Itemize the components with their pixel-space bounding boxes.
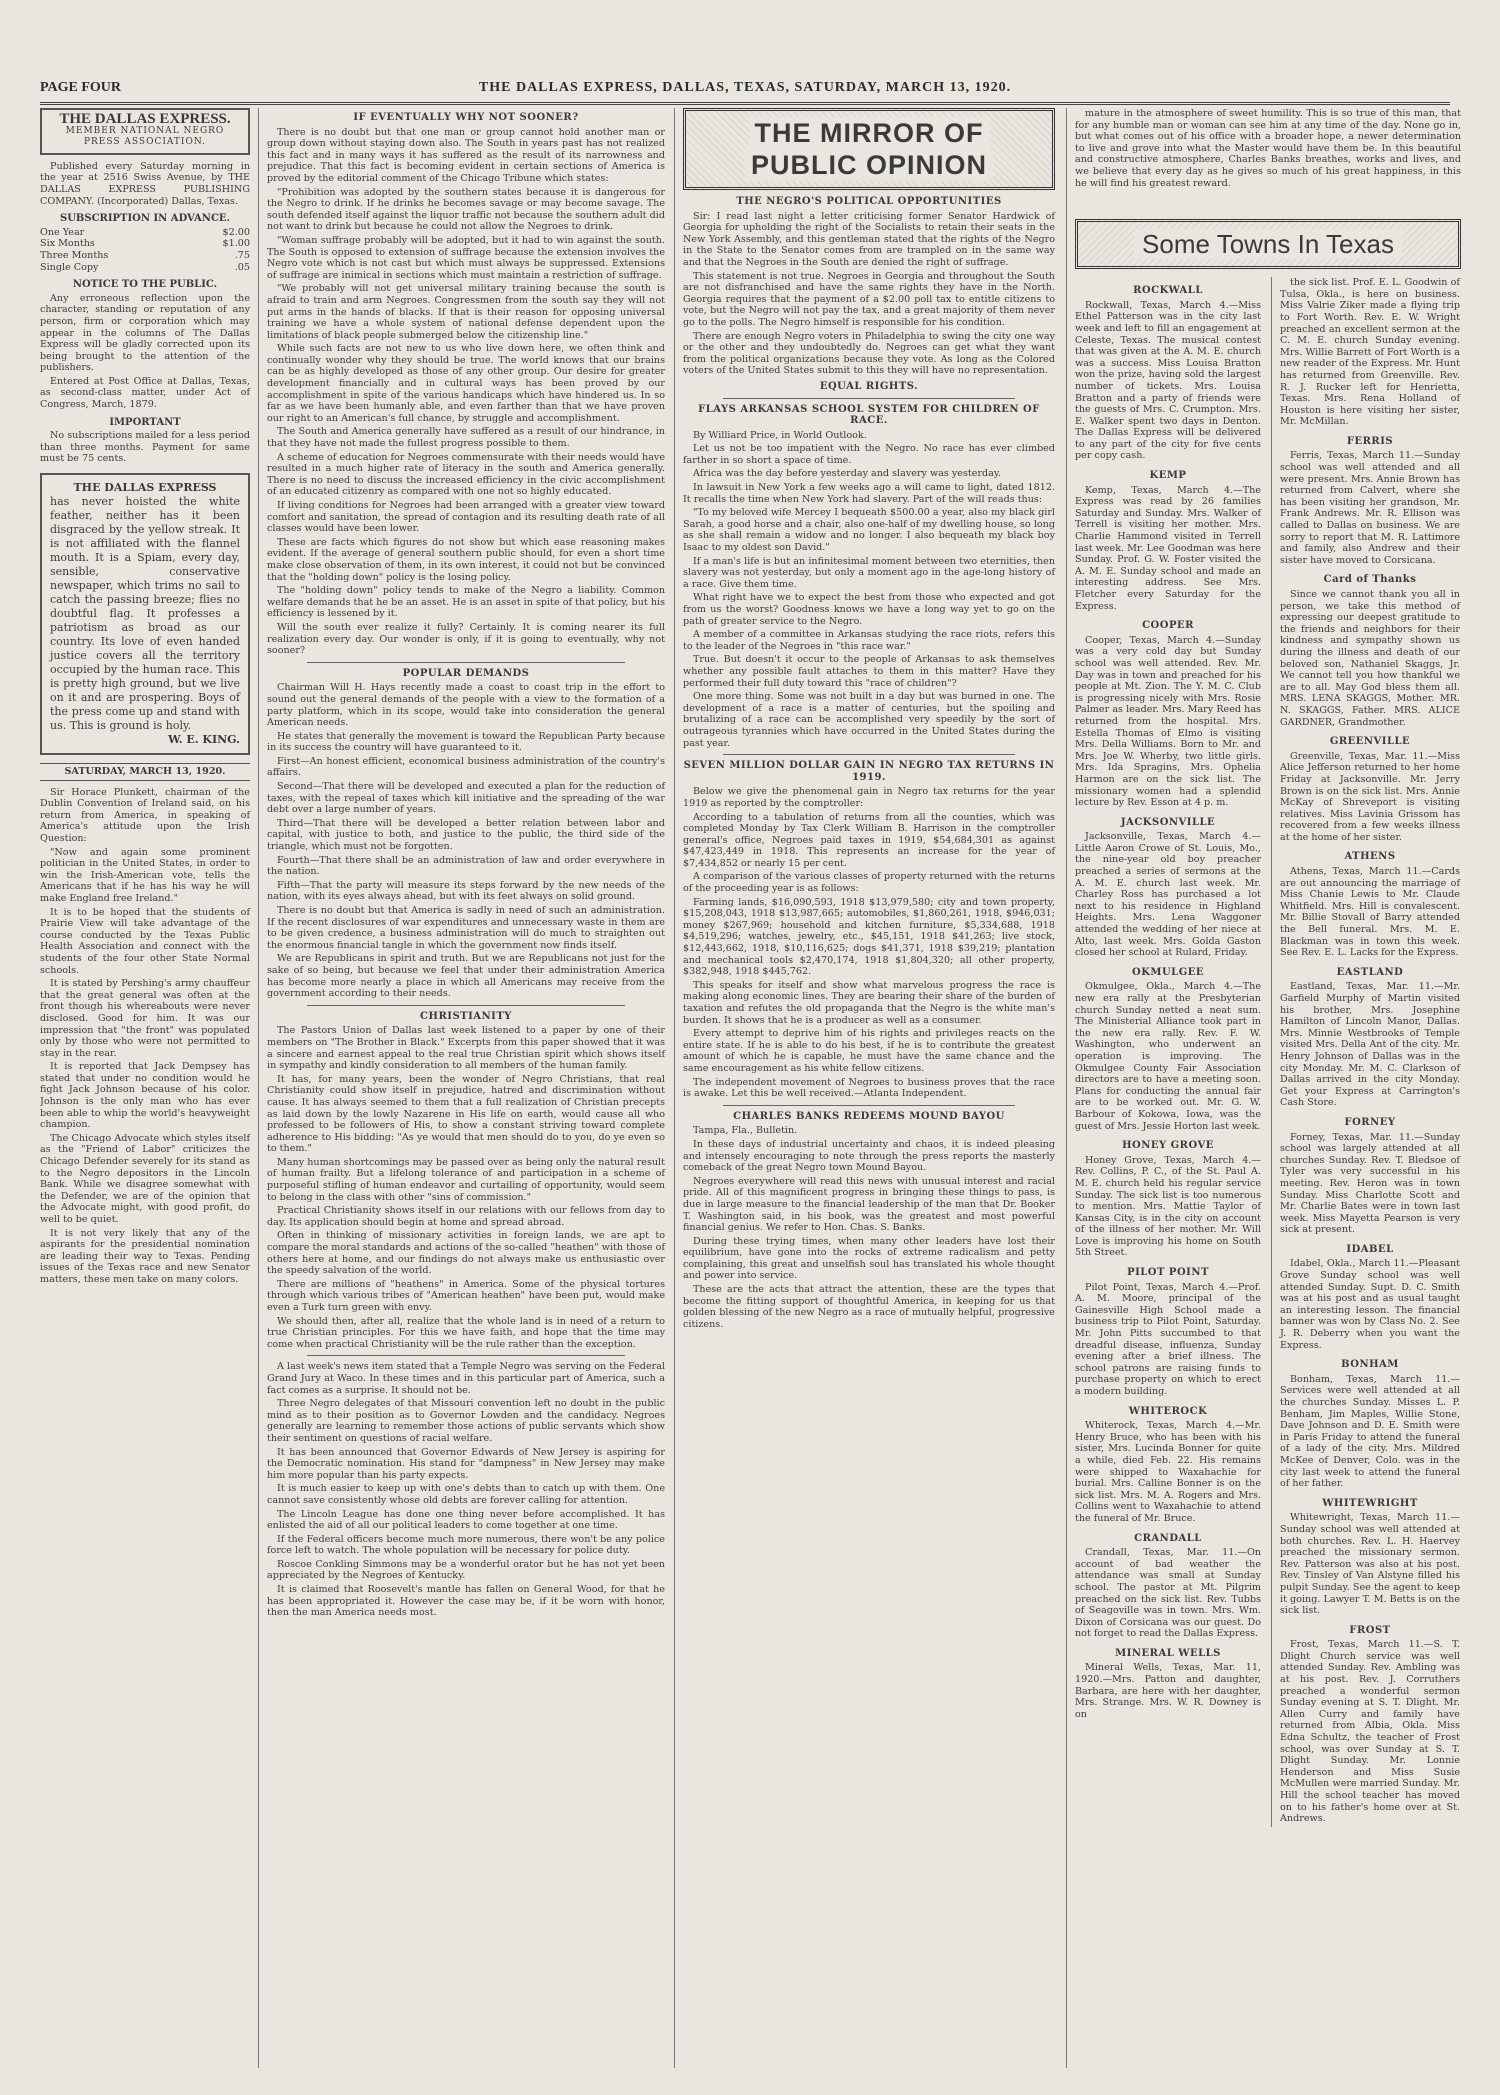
- paragraph: There is no doubt but that one man or group cannot hold another man or group down without staying down also. The South in years past has not realized this fact and in many ways it has suffered as the result of its narrowness and prejudice. That this fact is becoming evident in certain sections of America is proved by the editorial comment of the Chicago Tribune which states:: [267, 126, 665, 184]
- paragraph: In these days of industrial uncertainty and chaos, it is indeed pleasing and intensely encouraging to note through the press reports the masterly comeback of the great Negro town Mound Bayou.: [683, 1138, 1055, 1174]
- paragraph: If the Federal officers become much more numerous, there won't be any police force left to watch. The whole population will be necessary for police duty.: [267, 1533, 665, 1557]
- town-heading: WHITEROCK: [1128, 1405, 1208, 1417]
- town-news: Cooper, Texas, March 4.—Sunday was a very cold day but Sunday school was well attended. Rev. Mr. Day was in town and preached for his people at Mt. Zion. The Y. M. C. Club is progressing nicely with Mrs. Rosie Palmer as leader. Mrs. Mary Reed has returned from the hospital. Mrs. Estella Thomas of Elmo is visiting Mrs. Della Williams. Born to Mr. and Mrs. Joe W. Wherby, two little girls. Mrs. Ida Spragins, Mrs. Ophelia Harmon are on the sick list. The missionary women had a splendid lecture by Rev. Esson at 4 p. m.: [1075, 634, 1261, 809]
- paragraph: mature in the atmosphere of sweet humility. This is so true of this man, that for any humble man or woman can see him at any time of the day. None go in, but what comes out of his office with a broader hope, a newer determination to live and grove into what the Master would have them be. In this beautiful and constructive atmosphere, Charles Banks breathes, works and lives, and we believe that every day as he gives so much of his great happiness, in this he will find his greatest reward.: [1075, 108, 1461, 189]
- paragraph: Practical Christianity shows itself in our relations with our fellows from day to day. Its application should begin at home and spread abroad.: [267, 1205, 665, 1228]
- notice-text: Any erroneous reflection upon the character, standing or reputation of any person, firm or corporation which may appear in the columns of The Dallas Express will be gladly corrected upon its being brought to the attention of the publishers.: [40, 292, 250, 374]
- town-heading: IDABEL: [1346, 1243, 1394, 1255]
- towns-right: [1271, 277, 1460, 1827]
- paragraph: Below we give the phenomenal gain in Negro tax returns for the year 1919 as reported by the comptroller:: [683, 786, 1055, 809]
- paragraph: Negroes everywhere will read this news with unusual interest and racial pride. All of this magnificent progress in bringing these things to pass, is due in large measure to the financial leadership of the man that Dr. Booker T. Washington said, in his book, was the greatest and most powerful financial genius. We refer to Hon. Chas. S. Banks.: [683, 1175, 1055, 1234]
- divider: [307, 662, 625, 663]
- paragraph: There is no doubt but that America is sadly in need of such an administration. If the recent disclosures of war expenditures and unnecessary waste in them are to be given credence, a business administration will do much to straighten out the enormous financial tangle in which the government now finds itself.: [267, 905, 665, 951]
- paragraph: Farming lands, $16,090,593, 1918 $13,979,580; city and town property, $15,208,043, 1918 $13,987,665; automobiles, $1,860,261, 1918, $946,031; money $267,969; household and kitchen furniture, $5,334,688, 1918 $4,519,296; watches, jewelry, etc., $45,151, 1918 $41,263; live stock, $12,443,662, 1918, $10,116,625; dogs $41,371, 1918 $39,219; plantation and mechanical tools $2,470,174, 1918 $1,804,320; all other property, $382,948, 1918 $445,762.: [683, 896, 1055, 978]
- town-news: Frost, Texas, March 11.—S. T. Dlight Church service was well attended Sunday. Rev. Ambling was at his post. Rev. J. Corruthers preached a wonderful sermon Sunday evening at S. T. Dlight. Mr. Allen Curry and family have returned from Albia, Okla. Miss Edna Schultz, the teacher of Frost school, was over Sunday at S. T. Dlight Sunday. Mr. Lonnie Henderson and Miss Susie McMullen were married Sunday. Mr. Hill the school teacher has moved on to his father's home over at St. Andrews.: [1280, 1639, 1460, 1825]
- article-heading: SEVEN MILLION DOLLAR GAIN IN NEGRO TAX RETURNS IN 1919.: [683, 760, 1055, 783]
- important-text: No subscriptions mailed for a less period than three months. Payment for same must be 75 cents.: [40, 430, 250, 465]
- divider: [723, 1105, 1015, 1106]
- town-news: Mineral Wells, Texas, Mar. 11, 1920.—Mrs. Patton and daughter, Barbara, are here with her daughter, Mrs. Strange. Mrs. W. R. Downey is on: [1075, 1662, 1261, 1720]
- paragraph: Sir Horace Plunkett, chairman of the Dublin Convention of Ireland said, on his return from America, in speaking of America's attitude upon the Irish Question:: [40, 786, 250, 844]
- town-heading: WHITEWRIGHT: [1322, 1497, 1418, 1509]
- town-news: Idabel, Okla., March 11.—Pleasant Grove Sunday school was well attended Sunday. Supt. D. C. Smith was at his post and as usual taught an interesting lesson. The financial banner was won by Class No. 2. See J. R. Deberry when you want the Express.: [1280, 1258, 1460, 1351]
- towns-left: [1075, 277, 1261, 1722]
- divider: [723, 754, 1015, 755]
- paragraph: True. But doesn't it occur to the people of Arkansas to ask themselves whether any possible fault attaches to them in this matter? Have they performed their full duty toward this "race of children"?: [683, 654, 1055, 689]
- paragraph: The "holding down" policy tends to make of the Negro a liability. Common welfare demands that he be an asset. He is an asset in spite of that policy, but his efficiency is lessened by it.: [267, 585, 665, 620]
- page-label: PAGE FOUR: [40, 80, 122, 95]
- paragraph: Third—That there will be developed a better relation between labor and capital, with justice to both, and justice to the public, the third side of the triangle, which must not be forgotten.: [267, 817, 665, 853]
- town-news: Bonham, Texas, March 11.—Services were well attended at all the churches Sunday. Misses L. P. Benham, Jim Maples, Willie Stone, Dave Johnson and D. E. Smith were in Paris Friday to attend the funeral of a lady of the city. Mrs. Mildred McKee of Denver, Colo. was in the city last week to attend the funeral of her father.: [1280, 1373, 1460, 1490]
- town-heading: JACKSONVILLE: [1120, 816, 1216, 828]
- paragraph: Every attempt to deprive him of his rights and privileges reacts on the entire state. If he is able to do his best, if he is to contribute the greatest amount of which he is capable, he must have the same chance and the same encouragement as his white fellow citizens.: [683, 1028, 1055, 1074]
- paragraph: We are Republicans in spirit and truth. But we are Republicans not just for the sake of so being, but because we feel that under their administration America has become more nearly a place in which all Americans may receive from the government according to their needs.: [267, 953, 665, 1000]
- town-news: Jacksonville, Texas, March 4.—Little Aaron Crowe of St. Louis, Mo., the nine-year old boy preacher preached a series of sermons at the A. M. E. church last week. Mr. Charley Ross has purchased a lot next to his residence in Highland Heights. Mrs. Lena Waggoner attended the wedding of her niece at Alto, last week. Mrs. Golda Gaston closed her school at Rulard, Friday.: [1075, 831, 1261, 959]
- paragraph: It has been announced that Governor Edwards of New Jersey is aspiring for the Democratic nomination. His stand for "dampness" in New Jersey may make him more popular than his party expects.: [267, 1446, 665, 1481]
- paragraph: In lawsuit in New York a few weeks ago a will came to light, dated 1812. It recalls the time when New York had slavery. Part of the will reads thus:: [683, 482, 1055, 505]
- paragraph: It is much easier to keep up with one's debts than to catch up with them. One cannot save consistently whose old debts are forever calling for attention.: [267, 1483, 665, 1506]
- notice-heading: NOTICE TO THE PUBLIC.: [72, 279, 218, 291]
- column-3: [674, 108, 1063, 2068]
- article-heading: CHRISTIANITY: [420, 1010, 512, 1022]
- paper-name: THE DALLAS EXPRESS.: [59, 111, 231, 127]
- article-heading: POPULAR DEMANDS: [402, 667, 530, 679]
- paragraph: It has, for many years, been the wonder of Negro Christians, that real Christianity could show itself in prejudice, hatred and discrimination without cause. It has always seemed to them that a full realization of Christian precepts as laid down by the lowly Nazarene in His life on earth, would cause all who professed to be followers of His, to show a constant striving toward complete adherence to His bidding: "As ye would that men should do to you, do ye even so to them.": [267, 1073, 665, 1155]
- paragraph: It is reported that Jack Dempsey has stated that under no condition would he fight Jack Johnson because of his color. Johnson is the only man who has ever been able to whip the world's heavyweight champion.: [40, 1061, 250, 1131]
- dateline: SATURDAY, MARCH 13, 1920.: [40, 763, 250, 781]
- town-news: Honey Grove, Texas, March 4.—Rev. Collins, P. C., of the St. Paul A. M. E. church held his regular service Sunday. The sick list is too numerous to mention. Mrs. Mattie Taylor of Kansas City, is in the city on account of the illness of her mother. Mr. Will Love is improving his home on South 5th Street.: [1075, 1154, 1261, 1259]
- town-heading: FORNEY: [1344, 1116, 1396, 1128]
- creed-signature: W. E. KING.: [168, 733, 240, 747]
- town-news: Ferris, Texas, March 11.—Sunday school was well attended and all were present. Mrs. Annie Brown has returned from Calvert, where she has been visiting her grandson, Mr. Frank Andrews. Mr. R. Ellison was called to Dallas on business. We are sorry to report that M. R. Lattimore and family, also Andrew and their sister have moved to Corsicana.: [1280, 450, 1460, 566]
- column-4: [1066, 108, 1461, 2068]
- town-heading: ROCKWALL: [1133, 285, 1203, 297]
- rate-row: Single Copy .05: [40, 261, 250, 273]
- town-news: Whiterock, Texas, March 4.—Mr. Henry Bruce, who has been with his sister, Mrs. Lucinda Bonner for quite a while, died Feb. 22. His remains were shipped to Waxahachie for burial. Mrs. Calline Bonner is on the sick list. Mrs. M. A. Rogers and Mrs. Collins went to Waxahachie to attend the funeral of Mr. Bruce.: [1075, 1420, 1261, 1524]
- town-heading: EASTLAND: [1336, 966, 1404, 978]
- town-news: Crandall, Texas, Mar. 11.—On account of bad weather the attendance was small at Sunday school. The pastor at Mt. Pilgrim preached on the sick list. Rev. Tubbs of Seagoville was in town. Mrs. Wm. Dixon of Corsicana was our guest. Do not forget to read the Dallas Express.: [1075, 1547, 1261, 1640]
- paragraph: One more thing. Some was not built in a day but was burned in one. The development of a race is a matter of centuries, but the spoiling and brutalizing of a race can be accomplished very speedily by the sort of outrageous tyrannies which have occurred in the United States during the past year.: [683, 691, 1055, 749]
- paragraph: Tampa, Fla., Bulletin.: [693, 1125, 798, 1137]
- rate-row: One Year $2.00: [40, 226, 250, 238]
- paragraph: It is stated by Pershing's army chauffeur that the great general was often at the front though his whereabouts were never disclosed. Good for him. It was our impression that "the front" was populated only by those who were not permitted to stay in the rear.: [40, 978, 250, 1059]
- town-news: Athens, Texas, March 11.—Cards are out announcing the marriage of Miss Chanie Lewis to Mr. Claude Whitfield. Mrs. Hill is convalescent. Mr. Billie Stovall of Barry attended the Bell funeral. Mrs. M. E. Blackman was in town this week. See Rev. E. L. Lacks for the Express.: [1280, 866, 1460, 959]
- paragraph: A member of a committee in Arkansas studying the race riots, refers this to the leader of the Negroes in "this race war.": [683, 629, 1055, 652]
- town-heading: HONEY GROVE: [1122, 1140, 1214, 1152]
- paragraph: "Now and again some prominent politician in the United States, in order to win the Irish-American vote, tells the Americans that if he has his way he will make England free Ireland.": [40, 846, 250, 904]
- entered-text: Entered at Post Office at Dallas, Texas, as second-class matter, under Act of Congress, March, 1879.: [40, 375, 250, 411]
- paragraph: These are facts which figures do not show but which ease reasoning makes evident. If the average of general southern public should, for even a short time make close observation of them, in its own interest, it could not but be convinced that the "holding down" policy is the losing policy.: [267, 536, 665, 583]
- paragraph: There are enough Negro voters in Philadelphia to swing the city one way or the other and they undoubtedly do. Negroes can get what they want from the political organizations because they vote. As long as the Colored voters of the United States submit to this they will have no representation.: [683, 330, 1055, 377]
- town-news: Rockwall, Texas, March 4.—Miss Ethel Patterson was in the city last week and left to fill an engagement at Celeste, Texas. The musical contest that was given at the A. M. E. church was a success. Miss Louisa Bratton won the prize, having sold the largest number of tickets. Mrs. Louisa Bratton and a party of friends were the guests of Mrs. C. Crumpton. Mrs. E. Walker spent two days in Denton. The Dallas Express will be delivered to any part of the city for five cents per copy cash.: [1075, 299, 1261, 462]
- article-heading: THE NEGRO'S POLITICAL OPPORTUNITIES: [736, 196, 1002, 207]
- paragraph: Fourth—That there shall be an administration of law and order everywhere in the nation.: [267, 854, 665, 878]
- paragraph: First—An honest efficient, economical business administration of the country's affairs.: [267, 755, 665, 779]
- paragraph: The South and America generally have suffered as a result of our hindrance, in that they have not made the fullest progress possible to them.: [267, 426, 665, 450]
- paragraph: If a man's life is but an infinitesimal moment between two eternities, then slavery was not yesterday, but only a moment ago in the age-long history of a race. Give them time.: [683, 555, 1055, 590]
- towns-banner: [1075, 219, 1461, 269]
- town-heading: FERRIS: [1346, 435, 1394, 447]
- towns-banner-title: Some Towns In Texas: [1134, 229, 1402, 259]
- town-heading: Card of Thanks: [1323, 574, 1417, 586]
- masthead-line: THE DALLAS EXPRESS, DALLAS, TEXAS, SATURDAY, MARCH 13, 1920.: [478, 80, 1012, 95]
- paragraph: The Chicago Advocate which styles itself as the "Friend of Labor" criticizes the Chicago Defender severely for its stand as to the Negro depositors in the Lincoln Bank. While we disagree somewhat with the Defender, we are of the opinion that the Advocate might, with good profit, do well to be quiet.: [40, 1132, 250, 1225]
- column-2: [258, 108, 673, 2068]
- divider: [723, 398, 1015, 399]
- paragraph: What right have we to expect the best from those who expected and got from us the worst? Goodness knows we have a long way yet to go on the path of greater service to the Negro.: [683, 592, 1055, 627]
- paragraph: He states that generally the movement is toward the Republican Party because in its success the country will have guaranteed to it.: [267, 730, 665, 754]
- article-signoff: EQUAL RIGHTS.: [819, 380, 919, 392]
- town-news: Since we cannot thank you all in person, we take this method of expressing our deepest gratitude to the friends and neighbors for their kindness and sympathy shown us during the illness and death of our beloved son, Nathaniel Skaggs, Jr. We cannot tell you how thankful we are to all. May God bless them all. MRS. LENA SKAGGS, Mother. MR. N. SKAGGS, Father. MRS. ALICE GARDNER, Grandmother.: [1280, 589, 1460, 728]
- paragraph: This speaks for itself and show what marvelous progress the race is making along economic lines. They are bearing their share of the burden of taxation and refutes the old propaganda that the Negro is the white man's burden. It shows that he is a producer as well as a consumer.: [683, 979, 1055, 1026]
- paragraph: Chairman Will H. Hays recently made a coast to coast trip in the effort to sound out the general demands of the people with a view to the formation of a party platform, which in its scope, would take into consideration the general American needs.: [267, 682, 665, 729]
- columns: [40, 108, 1461, 2068]
- paragraph: "We probably will not get universal military training because the south is afraid to train and arm Negroes. Congressmen from the south say they will not put arms in the hands of blacks. If that is their reason for opposing universal training we have a whole system of national defense dependent upon the limitations of black people submerged below the citizenship line.": [267, 283, 665, 341]
- town-heading: OKMULGEE: [1131, 966, 1204, 978]
- paragraph: A last week's news item stated that a Temple Negro was serving on the Federal Grand Jury at Waco. In these times and in this particular part of America, such a fact comes as a surprise. It should not be.: [267, 1361, 665, 1396]
- paragraph: If living conditions for Negroes had been arranged with a greater view toward comfort and sanitation, the spread of contagion and its resulting death rate of all classes would have been lower.: [267, 500, 665, 535]
- mirror-banner: [683, 108, 1055, 190]
- article-heading: CHARLES BANKS REDEEMS MOUND BAYOU: [733, 1110, 1005, 1122]
- paragraph: The Pastors Union of Dallas last week listened to a paper by one of their members on "The Brother in Black." Excerpts from this paper showed that it was a sincere and earnest appeal to the real true Christian spirit which shows itself in sympathy and kindly consideration to all members of the human family.: [267, 1025, 665, 1072]
- paragraph: Often in thinking of missionary activities in foreign lands, we are apt to compare the moral standards and actions of the so-called "heathen" with those of others here at home, and our findings do not always make us enthusiastic over the speedy salvation of the world.: [267, 1230, 665, 1277]
- subscription-heading: SUBSCRIPTION IN ADVANCE.: [59, 213, 231, 225]
- article-heading: IF EVENTUALLY WHY NOT SOONER?: [353, 112, 579, 123]
- article-heading: FLAYS ARKANSAS SCHOOL SYSTEM FOR CHILDREN OF RACE.: [698, 403, 1040, 427]
- rate-row: Six Months $1.00: [40, 238, 250, 250]
- paragraph: According to a tabulation of returns from all the counties, which was completed Monday by Tax Clerk William B. Harrison in the comptroller general's office, Negroes paid taxes in 1919, $54,684,301 as against $47,423,449 in 1918. This represents an increase for the year of $7,434,852 or nearly 15 per cent.: [683, 811, 1055, 869]
- paragraph: A comparison of the various classes of property returned with the returns of the proceeding year is as follows:: [683, 871, 1055, 895]
- paragraph: Second—That there will be developed and executed a plan for the reduction of taxes, with the repeal of taxes which kill initiative and the spreading of the war debt over a large number of years.: [267, 781, 665, 816]
- paragraph: It is to be hoped that the students of Prairie View will take advantage of the course conducted by the Texas Public Health Association and connect with the students of the four other State Normal schools.: [40, 906, 250, 976]
- paragraph: Three Negro delegates of that Missouri convention left no doubt in the public mind as to their position as to Governor Lowden and the candidacy. Negroes generally are learning to remember those actions of public servants which show their sentiment on questions of racial welfare.: [267, 1398, 665, 1444]
- town-heading: CRANDALL: [1134, 1532, 1202, 1544]
- paragraph: It is not very likely that any of the aspirants for the presidential nomination are leading their way to Texas. Pending issues of the Texas race and new Senator matters, these men take on many colors.: [40, 1227, 250, 1285]
- important-heading: IMPORTANT: [109, 416, 181, 428]
- column-1: [40, 108, 256, 2068]
- paragraph: This statement is not true. Negroes in Georgia and throughout the South are not disfranchised and have the same rights they have in the North. Georgia requires that the payment of a $2.00 poll tax to entitle citizens to vote, but the Negro will not pay the tax, and a great majority of them never go to the polls. The Negro himself is responsible for his condition.: [683, 270, 1055, 328]
- paragraph: "Woman suffrage probably will be adopted, but it had to win against the south. The South is opposed to extension of suffrage because the extension involves the Negro vote which is not cast but which must always be suppressed. Extensions of suffrage are inimical in sections which must maintain a restriction of suffrage.: [267, 234, 665, 281]
- town-news: Kemp, Texas, March 4.—The Express was read by 26 families Saturday and Sunday. Mrs. Walker of Terrell is visiting her mother. Mrs. Charlie Hammond visited in Terrell last week. Mr. Lee Goodman was here Sunday. Prof. G. W. Foster visited the A. M. E. Sunday school and made an interesting address. See Mrs. Fletcher every Saturday for the Express.: [1075, 484, 1261, 612]
- paragraph: Many human shortcomings may be passed over as being only the natural result of human frailty. But a lifelong tolerance of and participation in a scheme of purposeful stifling of human endeavor and curtailing of opportunity, would seem to belong in the class with other "sins of commission.": [267, 1156, 665, 1203]
- town-news: the sick list. Prof. E. L. Goodwin of Tulsa, Okla., is here on business. Miss Valrie Ziker made a flying trip to Fort Worth. Rev. E. W. Wright preached an excellent sermon at the C. M. E. church Sunday evening. Mrs. Willie Barrett of Fort Worth is a new reader of the Express. Mr. Hunt has returned from Greenville. Rev. R. J. Rucker left for Henrietta, Texas. Mrs. Rena Holland of Houston is here visiting her sister, Mr. McMillan.: [1280, 277, 1460, 428]
- paragraph: Africa was the day before yesterday and slavery was yesterday.: [693, 468, 1002, 480]
- paragraph: "To my beloved wife Mercey I bequeath $500.00 a year, also my black girl Sarah, a good horse and a chair, also one-half of my dwelling house, so long as she shall remain a widow and no longer. I also bequeath my black boy Isaac to my oldest son David.": [683, 507, 1055, 554]
- creed-text: has never hoisted the white feather, neither has it been disgraced by the yellow streak. It is not affiliated with the flannel mouth. It is a Spiam, every day, sensible, conservative newspaper, which trims no sail to catch the passing breeze; flies no doubtful flag. It professes a patriotism as broad as our country. Its love of even handed justice covers all the territory occupied by the human race. This is pretty high ground, but we live on it and are prospering. Boys of the press come up and stand with us. This is ground is holy.: [50, 495, 240, 733]
- town-news: Pilot Point, Texas, March 4.—Prof. A. M. Moore, principal of the Gainesville High School made a business trip to Pilot Point, Saturday. Mr. John Pitts succumbed to that dreadful disease, influenza, Sunday evening after a brief illness. The school patrons are raising funds to purchase property on which to erect a modern building.: [1075, 1281, 1261, 1397]
- paragraph: We should then, after all, realize that the whole land is in need of a return to true Christian principles. For this we have faith, and hope that the time may come when practical Christianity will be the rule rather than the exception.: [267, 1315, 665, 1350]
- creed-box: [40, 473, 250, 755]
- paragraph: The Lincoln League has done one thing never before accomplished. It has enlisted the aid of all our political leaders to come together at one time.: [267, 1508, 665, 1532]
- town-news: Greenville, Texas, Mar. 11.—Miss Alice Jefferson returned to her home Friday at Jacksonville. Mr. Jerry Brown is on the sick list. Mrs. Annie McKay of Shreveport is visiting relatives. Miss Lavinia Grissom has recovered from a few weeks illness at the home of her sister.: [1280, 750, 1460, 843]
- paragraph: A scheme of education for Negroes commensurate with their needs would have resulted in a much higher rate of literacy in the south and America generally. There is no need to discuss the increased efficiency in the civic accomplishment of an educated citizenry as compared with one not so highly educated.: [267, 451, 665, 498]
- town-heading: ATHENS: [1344, 851, 1396, 863]
- town-heading: MINERAL WELLS: [1115, 1647, 1221, 1659]
- banner-line-1: THE MIRROR OF: [749, 117, 990, 149]
- paragraph: These are the acts that attract the attention, these are the types that become the fitting support of thoughtful America, in keeping for us that golden blessing of the new Negro as a race of mutually helpful, progressive citizens.: [683, 1284, 1055, 1330]
- member-line: MEMBER NATIONAL NEGRO PRESS ASSOCIATION.: [65, 125, 225, 148]
- town-heading: PILOT POINT: [1127, 1267, 1209, 1279]
- paragraph: During these trying times, when many other leaders have lost their equilibrium, have gone into the rocks of extreme radicalism and petty complaining, this great and unselfish soul has translated his whole thought and power into service.: [683, 1235, 1055, 1282]
- town-news: Okmulgee, Okla., March 4.—The new era rally at the Presbyterian church Sunday netted a neat sum. The Ministerial Alliance took part in the new era rally. Rev. F. W. Washington, who underwent an operation is improving. The Okmulgee County Fair Association directors are to have a meeting soon. Plans for conducting the annual fair are to be worked out. Mr. G. W. Barbour of Kokowa, Iowa, was the guest of Mrs. Jessie Horton last week.: [1075, 981, 1261, 1132]
- paragraph: While such facts are not new to us who live down here, we often think and continually wonder why they should be true. The world knows that our brains can be as highly developed as those of any other group. Our desire for greater development financially and in cultural ways has been proved by our accomplishment in spite of the various handicaps which have hindered us. In so far as we have been humanly able, and even farther than that we have proven our right to an American's full chance, by struggle and accomplishment.: [267, 343, 665, 424]
- paragraph: There are millions of "heathens" in America. Some of the physical tortures through which various tribes of "American heathen" have been put, would make even a Turk turn green with envy.: [267, 1278, 665, 1313]
- divider: [307, 1005, 625, 1006]
- town-heading: COOPER: [1142, 620, 1194, 632]
- creed-title: THE DALLAS EXPRESS: [73, 481, 217, 495]
- divider: [307, 1355, 625, 1356]
- paragraph: "Prohibition was adopted by the southern states because it is dangerous for the Negro to drink. If he drinks he becomes savage or may become savage. The south defended itself against the liquor traffic not because the southern adult did not want to drink but because he could not allow the Negroes to drink.: [267, 186, 665, 233]
- paragraph: It is claimed that Roosevelt's mantle has fallen on General Wood, for that he has been appropriated it. However the case may be, if it be worn with honor, then the man America needs most.: [267, 1584, 665, 1619]
- publisher-text: Published every Saturday morning in the year at 2516 Swiss Avenue, by THE DALLAS EXPRESS PUBLISHING COMPANY. (Incorporated) Dallas, Texas.: [40, 160, 250, 207]
- town-heading: BONHAM: [1341, 1359, 1399, 1371]
- town-heading: KEMP: [1149, 470, 1187, 482]
- rate-row: Three Months .75: [40, 249, 250, 261]
- town-news: Whitewright, Texas, March 11.—Sunday school was well attended at both churches. Rev. L. H. Haervey preached the missionary sermon. Rev. Patterson was also at his post. Rev. Tinsley of Van Alstyne filled his pulpit Sunday. See the agent to keep it going. Lawyer T. M. Betts is on the sick list.: [1280, 1512, 1460, 1617]
- paragraph: Fifth—That the party will measure its steps forward by the new needs of the nation, with its eyes always ahead, but with its feet always on solid ground.: [267, 879, 665, 903]
- paragraph: Let us not be too impatient with the Negro. No race has ever climbed farther in so short a space of time.: [683, 443, 1055, 466]
- town-heading: GREENVILLE: [1329, 736, 1411, 748]
- paragraph: Will the south ever realize it fully? Certainly. It is coming nearer its full realization every day. Our wonder is only, if it is going to eventually, why not sooner?: [267, 621, 665, 657]
- town-heading: FROST: [1349, 1624, 1391, 1636]
- banner-line-2: PUBLIC OPINION: [745, 149, 993, 181]
- rates-table: [40, 227, 250, 273]
- town-news: Forney, Texas, Mar. 11.—Sunday school was largely attended at all churches Sunday. Rev. T. Bledsoe of Tyler was very successful in his meeting. Rev. Heron was in town Sunday. Miss Charlotte Scott and Mr. Charlie Bates were in town last week. Miss Mayetta Pearson is very sick at present.: [1280, 1131, 1460, 1236]
- paragraph: The independent movement of Negroes to business proves that the race is awake. Let this be well received.—Atlanta Independent.: [683, 1076, 1055, 1100]
- publisher-box: [40, 108, 250, 155]
- paragraph: Roscoe Conkling Simmons may be a wonderful orator but he has not yet been appreciated by the Negroes of Kentucky.: [267, 1558, 665, 1582]
- paragraph: By Williard Price, in World Outlook.: [693, 429, 867, 441]
- running-header: [40, 76, 1450, 105]
- paragraph: Sir: I read last night a letter criticising former Senator Hardwick of Georgia for upholding the right of the Socialists to retain their seats in the New York Assembly, and this gentleman stated that the rights of the Negro in the State to the Senator comes from are trampled on in the same way and that the Negroes in the South are denied the right of suffrage.: [683, 210, 1055, 268]
- town-news: Eastland, Texas, Mar. 11.—Mr. Garfield Murphy of Martin visited his brother, Mrs. Josephine Hamilton of Lincoln Manor, Dallas. Mrs. Minnie Westbrooks of Temple visited Mrs. Della Ant of the city. Mr. Henry Johnson of Dallas was in the city Monday. Mr. M. C. Clarkson of Dallas arrived in the city Monday. Get your Express at Carrington's Cash Store.: [1280, 981, 1460, 1109]
